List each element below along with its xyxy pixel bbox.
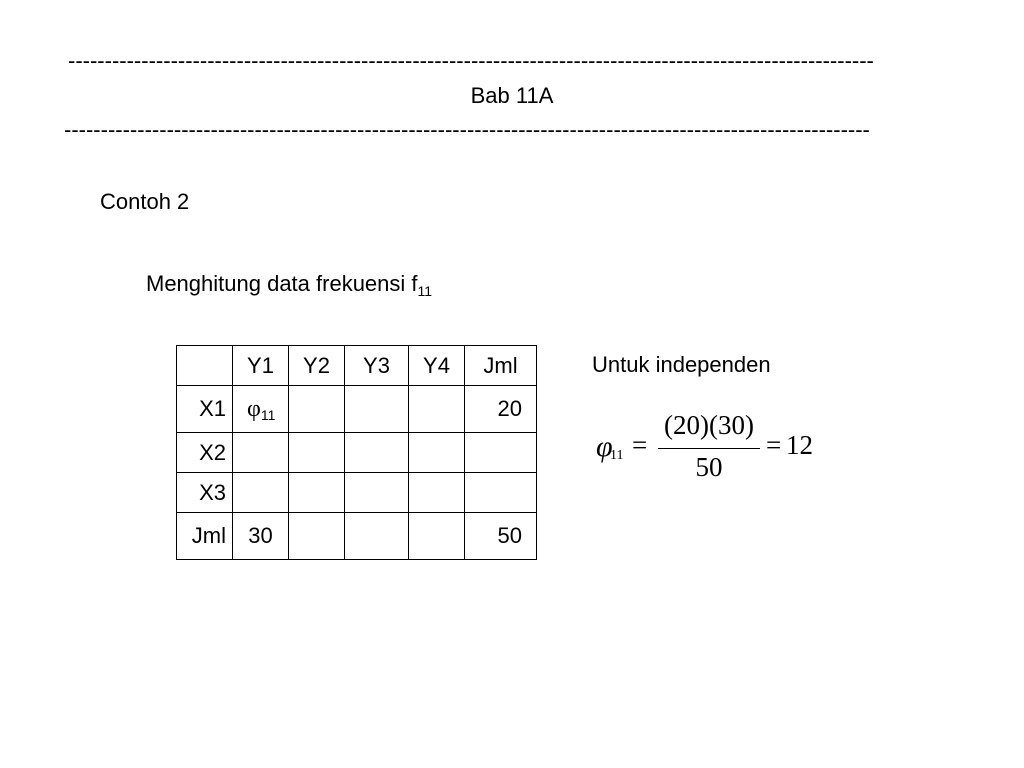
table-header-row	[177, 346, 537, 386]
table-cell: 20	[465, 386, 537, 433]
formula-equals: =	[632, 430, 648, 460]
row-label: X2	[177, 433, 233, 473]
row-label: X1	[177, 386, 233, 433]
table-cell: 50	[465, 513, 537, 560]
subheading-subscript: 11	[417, 283, 433, 299]
table-cell	[409, 386, 465, 433]
formula-equals-2: =	[766, 430, 782, 460]
table-cell	[345, 473, 409, 513]
formula-result: 12	[786, 430, 813, 460]
table-cell	[345, 433, 409, 473]
formula-phi-subscript: 11	[610, 448, 624, 463]
phi-subscript: 11	[260, 406, 276, 423]
formula-phi-symbol: φ	[596, 430, 613, 463]
table-cell	[289, 513, 345, 560]
header-cell-jml: Jml	[465, 346, 537, 386]
row-label: X3	[177, 473, 233, 513]
table-row	[177, 386, 537, 433]
dashed-divider-top: --------------------------------------------------------------------------------------------------------------	[68, 48, 874, 73]
phi-symbol: φ	[247, 395, 261, 422]
independence-label: Untuk independen	[592, 352, 771, 377]
header-cell-corner	[177, 346, 233, 386]
table-row	[177, 473, 537, 513]
table-cell	[409, 513, 465, 560]
formula-numerator: (20)(30)	[664, 410, 754, 440]
frequency-table	[176, 345, 537, 560]
table-cell	[289, 386, 345, 433]
header-cell-y2: Y2	[289, 346, 345, 386]
header-cell-y3: Y3	[345, 346, 409, 386]
table-cell	[233, 473, 289, 513]
subheading	[146, 270, 432, 298]
table-cell	[409, 433, 465, 473]
table-cell	[465, 433, 537, 473]
table-cell	[409, 473, 465, 513]
table-cell	[233, 433, 289, 473]
row-label: Jml	[177, 513, 233, 560]
dashed-divider-bottom: --------------------------------------------------------------------------------------------------------------	[64, 117, 870, 142]
section-heading: Contoh 2	[100, 189, 190, 214]
table-row	[177, 433, 537, 473]
subheading-text: Menghitung data frekuensi f	[146, 271, 418, 296]
header-cell-y4: Y4	[409, 346, 465, 386]
header-cell-y1: Y1	[233, 346, 289, 386]
table-cell	[465, 473, 537, 513]
formula-denominator: 50	[695, 452, 723, 482]
table-cell	[233, 386, 289, 433]
table-cell	[289, 433, 345, 473]
fraction-bar	[658, 448, 760, 449]
table-cell: 30	[233, 513, 289, 560]
page-title: Bab 11A	[470, 83, 554, 108]
table-cell	[345, 513, 409, 560]
table-cell	[289, 473, 345, 513]
table-row-total	[177, 513, 537, 560]
table-cell	[345, 386, 409, 433]
